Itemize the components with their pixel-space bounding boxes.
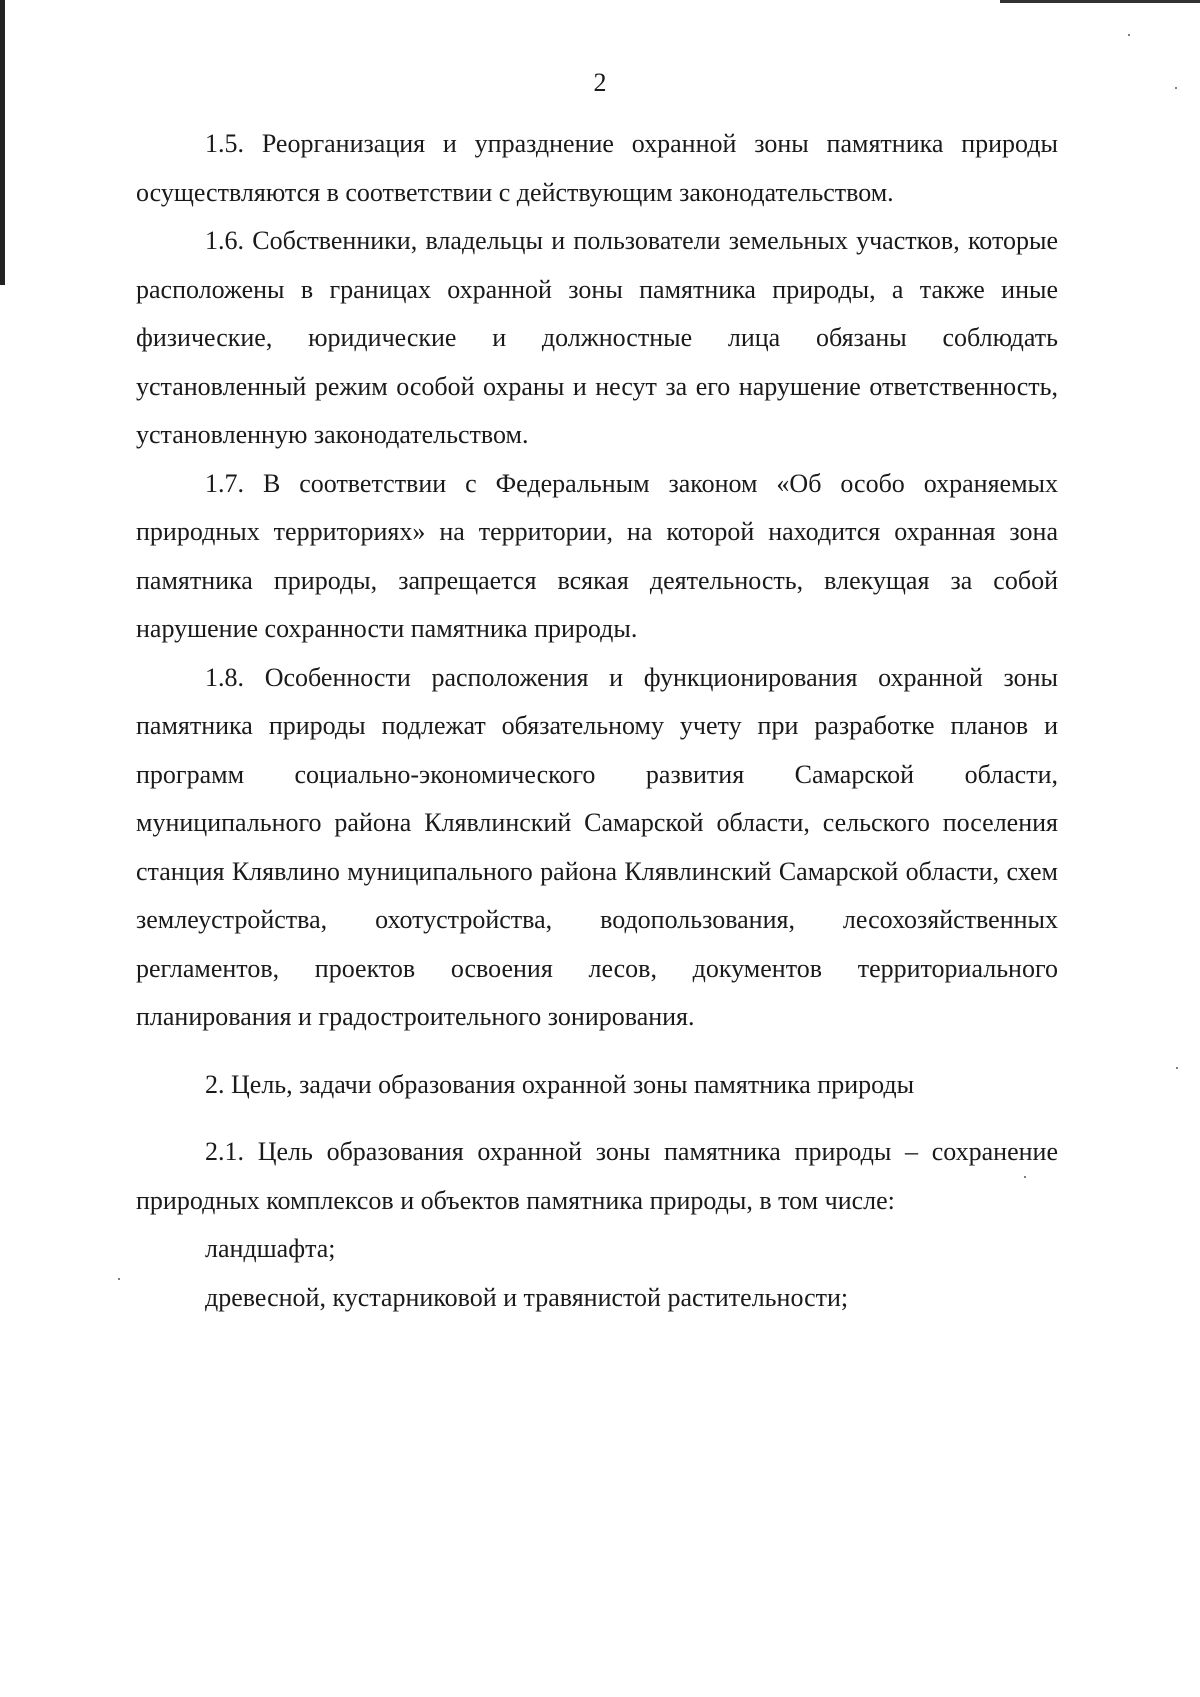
section-heading: 2. Цель, задачи образования охранной зоны памятника природы [205, 1069, 915, 1099]
document-body [136, 120, 1058, 1322]
scan-edge-left [0, 0, 5, 285]
paragraph-1-5: 1.5. Реорганизация и упразднение охранной зоны памятника природы осуществляются в соответствии с действующим законодательством. [136, 129, 1058, 207]
list-item: ландшафта; [205, 1234, 336, 1263]
page-number: 2 [593, 68, 607, 97]
paragraph-1-7: 1.7. В соответствии с Федеральным законом «Об особо охраняемых природных территориях» на территории, на которой находится охранная зона памятника природы, запрещается всякая деятельность, влекущая за собой нарушение сохранности памятника природы. [136, 468, 1058, 643]
paragraph-1-6: 1.6. Собственники, владельцы и пользователи земельных участков, которые расположены в границах охранной зоны памятника природы, а также иные физические, юридические и должностные лица обязаны соблюдать установленный режим особой охраны и несут за его нарушение ответственность, установленную законодательством. [136, 226, 1058, 449]
scan-speck [118, 1278, 120, 1280]
scan-speck [1176, 1067, 1178, 1069]
paragraph-2-1: 2.1. Цель образования охранной зоны памятника природы – сохранение природных комплексов и объектов памятника природы, в том числе: [136, 1137, 1058, 1215]
scan-edge-top [1000, 0, 1200, 3]
paragraph-1-8: 1.8. Особенности расположения и функционирования охранной зоны памятника природы подлежат обязательному учету при разработке планов и программ социально-экономического развития Самарской области, муниципального района Клявлинский Самарской области, сельского поселения станция Клявлино муниципального района Клявлинский Самарской области, схем землеустройства, охотустройства, водопользования, лесохозяйственных регламентов, проектов освоения лесов, документов территориального планирования и градостроительного зонирования. [136, 662, 1058, 1031]
scan-speck [1128, 34, 1130, 36]
list-item: древесной, кустарниковой и травянистой растительности; [205, 1282, 849, 1312]
